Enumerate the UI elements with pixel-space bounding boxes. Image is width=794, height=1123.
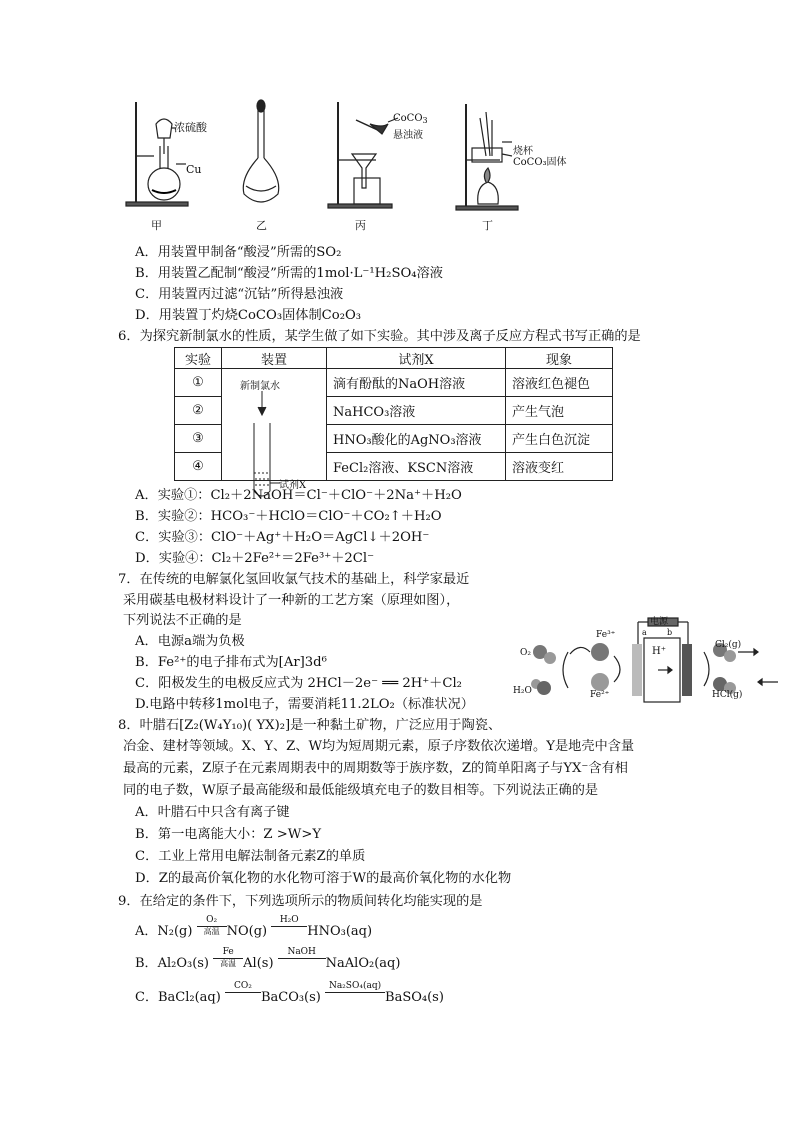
bing-reagent-label-2: 悬浊液 [393, 130, 423, 141]
device-top-label: 新制氯水 [240, 381, 280, 392]
q8-stem-line-1: 8．叶腊石[Z₂(W₄Y₁₀)( YX)₂]是一种黏土矿物，广泛应用于陶瓷、 [118, 718, 502, 733]
table-cell-reagent: NaHCO₃溶液 [327, 397, 506, 425]
q7-option-b: B．Fe²⁺的电子排布式为[Ar]3d⁶ [135, 655, 327, 670]
table-header-device: 装置 [222, 348, 327, 369]
device-cell [222, 369, 327, 491]
terminal-b-label: b [667, 628, 673, 637]
reaction-arrow: Na₂SO₄(aq) [325, 982, 385, 993]
table-cell-phenomenon: 溶液红色褪色 [506, 369, 613, 397]
reaction-arrow: CO₂ [225, 982, 261, 993]
ding-solid-label: CoCO₃固体 [513, 157, 567, 168]
q9-stem: 9．在给定的条件下，下列选项所示的物质间转化均能实现的是 [118, 894, 483, 909]
q7-option-c: C．阳极发生的电极反应式为 2HCl－2e⁻ ══ 2H⁺＋Cl₂ [135, 676, 462, 691]
q5-option-d: D．用装置丁灼烧CoCO₃固体制Co₂O₃ [135, 308, 362, 323]
table-header-experiment: 实验 [175, 348, 222, 369]
q6-option-c: C．实验③：ClO⁻＋Ag⁺＋H₂O＝AgCl↓＋2OH⁻ [135, 530, 430, 545]
table-cell-phenomenon: 产生气泡 [506, 397, 613, 425]
q6-option-a: A．实验①：Cl₂＋2NaOH＝Cl⁻＋ClO⁻＋2Na⁺＋H₂O [135, 488, 462, 503]
q8-option-a: A．叶腊石中只含有离子键 [135, 805, 290, 820]
q8-stem-line-3: 最高的元素，Z原子在元素周期表中的周期数等于族序数，Z的简单阳离子与YX⁻含有相 [123, 761, 628, 776]
table-cell-no: ④ [175, 453, 222, 481]
table-header-phenomenon: 现象 [506, 348, 613, 369]
q6-stem: 6．为探究新制氯水的性质，某学生做了如下实验。其中涉及离子反应方程式书写正确的是 [118, 329, 641, 344]
q5-option-b: B．用装置乙配制“酸浸”所需的1mol·L⁻¹H₂SO₄溶液 [135, 266, 443, 281]
table-cell-phenomenon: 溶液变红 [506, 453, 613, 481]
q9-option-b: B．Al₂O₃(s) Fe 高温 Al(s) NaOH NaAlO₂(aq) [135, 947, 401, 971]
hplus-label: H⁺ [652, 646, 666, 657]
label-ding: 丁 [482, 219, 493, 232]
q8-stem-line-2: 冶金、建材等领域。X、Y、Z、W均为短周期元素，原子序数依次递增。Y是地壳中含量 [123, 739, 635, 754]
hcl-label: HCl(g) [712, 690, 743, 700]
q8-option-d: D．Z的最高价氧化物的水化物可溶于W的最高价氧化物的水化物 [135, 871, 512, 886]
q6-option-b: B．实验②：HCO₃⁻＋HClO＝ClO⁻＋CO₂↑＋H₂O [135, 509, 442, 524]
jia-metal-label: Cu [186, 163, 202, 176]
terminal-a-label: a [642, 628, 647, 637]
table-cell-no: ① [175, 369, 222, 397]
reaction-arrow: H₂O [271, 916, 307, 927]
reaction-arrow: Fe 高温 [213, 948, 243, 968]
fe3-label: Fe³⁺ [596, 630, 616, 640]
reaction-arrow: O₂ 高温 [197, 916, 227, 936]
table-cell-phenomenon: 产生白色沉淀 [506, 425, 613, 453]
q9-option-a: A．N₂(g) O₂ 高温 NO(g) H₂O HNO₃(aq) [135, 915, 373, 939]
experiment-table [174, 347, 613, 491]
q8-stem-line-4: 同的电子数，W原子最高能级和最低能级填充电子的数目相等。下列说法正确的是 [123, 783, 599, 798]
q8-option-c: C．工业上常用电解法制备元素Z的单质 [135, 849, 366, 864]
q7-stem-line-3: 下列说法不正确的是 [123, 613, 242, 628]
label-bing: 丙 [355, 219, 366, 232]
device-side-label: 试剂X [279, 480, 307, 491]
table-header-reagent: 试剂X [327, 348, 506, 369]
table-cell-reagent: 滴有酚酞的NaOH溶液 [327, 369, 506, 397]
q9-option-c: C．BaCl₂(aq) CO₂ BaCO₃(s) Na₂SO₄(aq) BaSO₄(s) [135, 981, 444, 1005]
q7-option-d: D.电路中转移1mol电子，需要消耗11.2LO₂（标准状况） [135, 697, 474, 712]
q5-option-c: C．用装置丙过滤“沉钴”所得悬浊液 [135, 287, 344, 302]
table-cell-no: ② [175, 397, 222, 425]
q7-stem-line-2: 采用碳基电极材料设计了一种新的工艺方案（原理如图）， [123, 593, 460, 608]
jia-reagent-label: 浓硫酸 [174, 121, 207, 134]
o2-label: O₂ [520, 648, 531, 658]
table-cell-reagent: FeCl₂溶液、KSCN溶液 [327, 453, 506, 481]
fe2-label: Fe²⁺ [590, 690, 610, 700]
cl2-label: Cl₂(g) [715, 640, 742, 650]
ding-beaker-label: 烧杯 [513, 146, 533, 157]
label-yi: 乙 [256, 219, 267, 232]
table-cell-no: ③ [175, 425, 222, 453]
q5-option-a: A．用装置甲制备“酸浸”所需的SO₂ [135, 245, 342, 260]
power-label: 电源 [650, 617, 669, 627]
label-jia: 甲 [151, 219, 162, 232]
table-cell-reagent: HNO₃酸化的AgNO₃溶液 [327, 425, 506, 453]
q7-stem-line-1: 7．在传统的电解氯化氢回收氯气技术的基础上，科学家最近 [118, 572, 470, 587]
q8-option-b: B．第一电离能大小：Z >W>Y [135, 827, 322, 842]
q6-option-d: D．实验④：Cl₂＋2Fe²⁺＝2Fe³⁺＋2Cl⁻ [135, 551, 375, 566]
q7-option-a: A．电源a端为负极 [135, 634, 245, 649]
h2o-label: H₂O [513, 686, 532, 696]
reaction-arrow: NaOH [278, 948, 326, 959]
bing-reagent-label: CoCO$_3$ [393, 113, 428, 125]
